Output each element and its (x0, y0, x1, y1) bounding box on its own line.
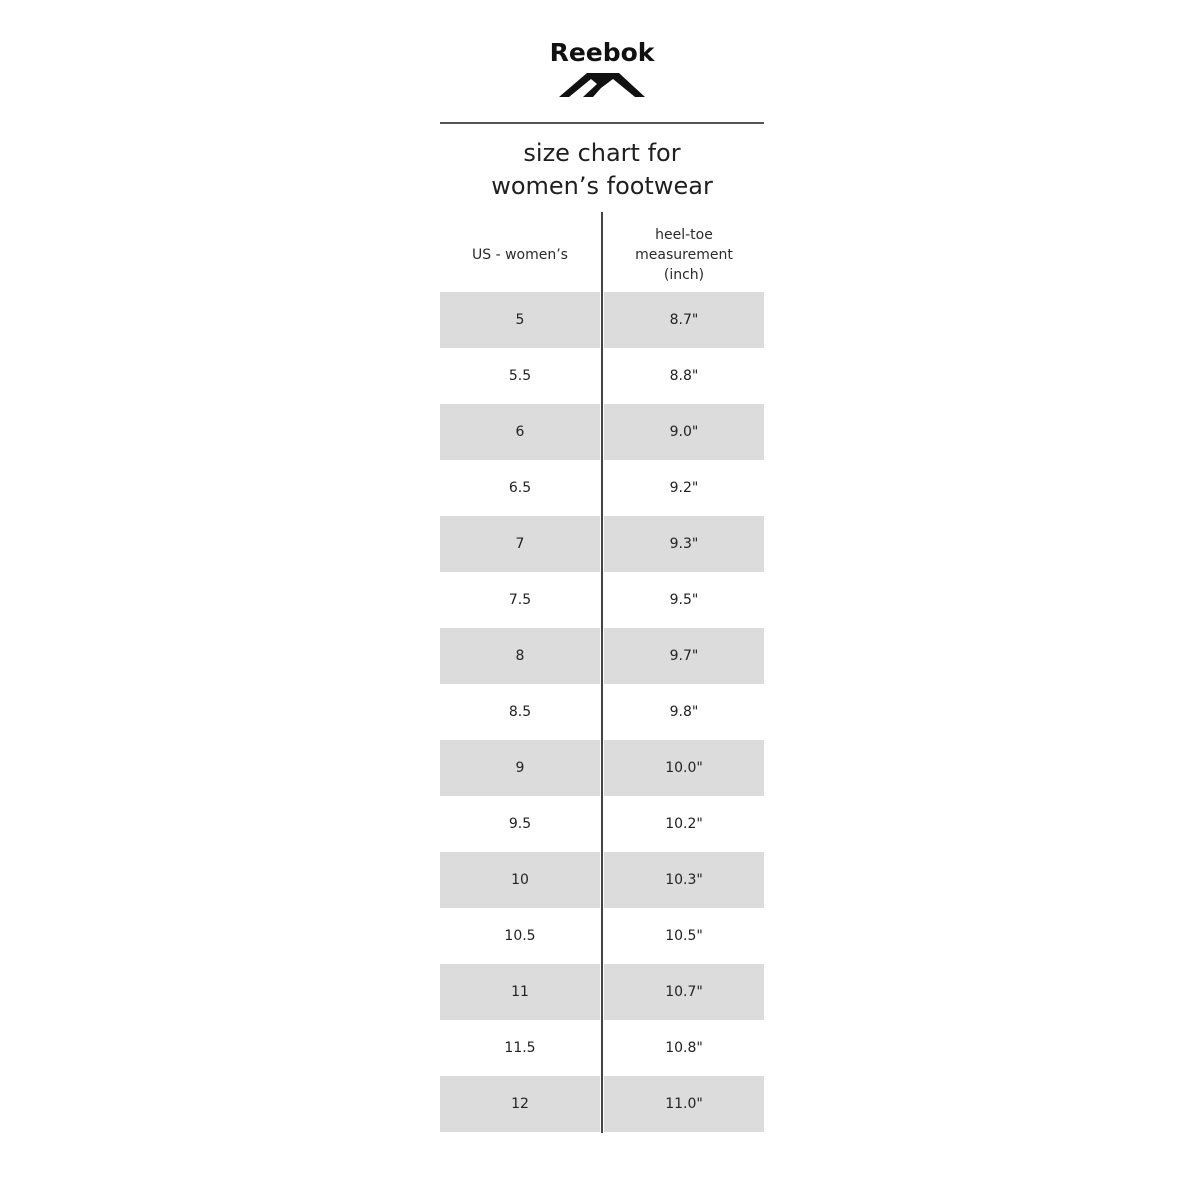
measurement-cell: 8.7" (604, 292, 764, 348)
size-cell: 8.5 (508, 704, 532, 720)
table-row (440, 684, 764, 740)
size-cell: 12 (440, 1076, 600, 1132)
size-cell: 6.5 (508, 480, 532, 496)
header-size (440, 218, 600, 292)
header-size-label: US - women’s (472, 247, 568, 263)
measurement-cell: 9.2" (669, 480, 699, 496)
size-cell: 7.5 (508, 592, 532, 608)
measurement-cell: 8.8" (669, 368, 699, 384)
table-row (440, 908, 764, 964)
title-line-2: women’s footwear (491, 172, 713, 200)
measurement-cell: 10.0" (604, 740, 764, 796)
measurement-cell: 9.5" (669, 592, 699, 608)
table-row (440, 628, 764, 684)
table-row (440, 460, 764, 516)
reebok-delta-icon (557, 70, 647, 98)
size-table-body (440, 292, 764, 1132)
table-row (440, 572, 764, 628)
measurement-cell: 11.0" (604, 1076, 764, 1132)
table-row (440, 964, 764, 1020)
measurement-cell: 9.7" (604, 628, 764, 684)
size-cell: 11.5 (504, 1040, 536, 1056)
measurement-cell: 9.3" (604, 516, 764, 572)
header-measurement-line-3: (inch) (663, 267, 705, 283)
size-cell: 10 (440, 852, 600, 908)
measurement-cell: 10.8" (665, 1040, 703, 1056)
table-row (440, 796, 764, 852)
table-row (440, 740, 764, 796)
header-measurement-line-2: measurement (635, 247, 733, 263)
size-cell: 5 (440, 292, 600, 348)
table-row (440, 348, 764, 404)
measurement-cell: 9.8" (669, 704, 699, 720)
header-measurement (604, 218, 764, 292)
title-line-1: size chart for (523, 139, 681, 167)
size-cell: 6 (440, 404, 600, 460)
size-cell: 11 (440, 964, 600, 1020)
table-row (440, 852, 764, 908)
logo-wordmark: Reebok (549, 38, 655, 67)
table-row (440, 516, 764, 572)
size-cell: 9.5 (508, 816, 532, 832)
table-row (440, 404, 764, 460)
size-cell: 5.5 (508, 368, 532, 384)
table-row (440, 292, 764, 348)
size-cell: 7 (440, 516, 600, 572)
header-measurement-line-1: heel-toe (655, 227, 713, 243)
size-cell: 8 (440, 628, 600, 684)
table-row (440, 1076, 764, 1132)
header-rule (440, 122, 764, 124)
measurement-cell: 10.2" (665, 816, 703, 832)
measurement-cell: 9.0" (604, 404, 764, 460)
page-title (440, 137, 764, 203)
size-cell: 9 (440, 740, 600, 796)
table-row (440, 1020, 764, 1076)
measurement-cell: 10.3" (604, 852, 764, 908)
reebok-logo (540, 38, 664, 104)
size-cell: 10.5 (504, 928, 536, 944)
measurement-cell: 10.5" (665, 928, 703, 944)
measurement-cell: 10.7" (604, 964, 764, 1020)
